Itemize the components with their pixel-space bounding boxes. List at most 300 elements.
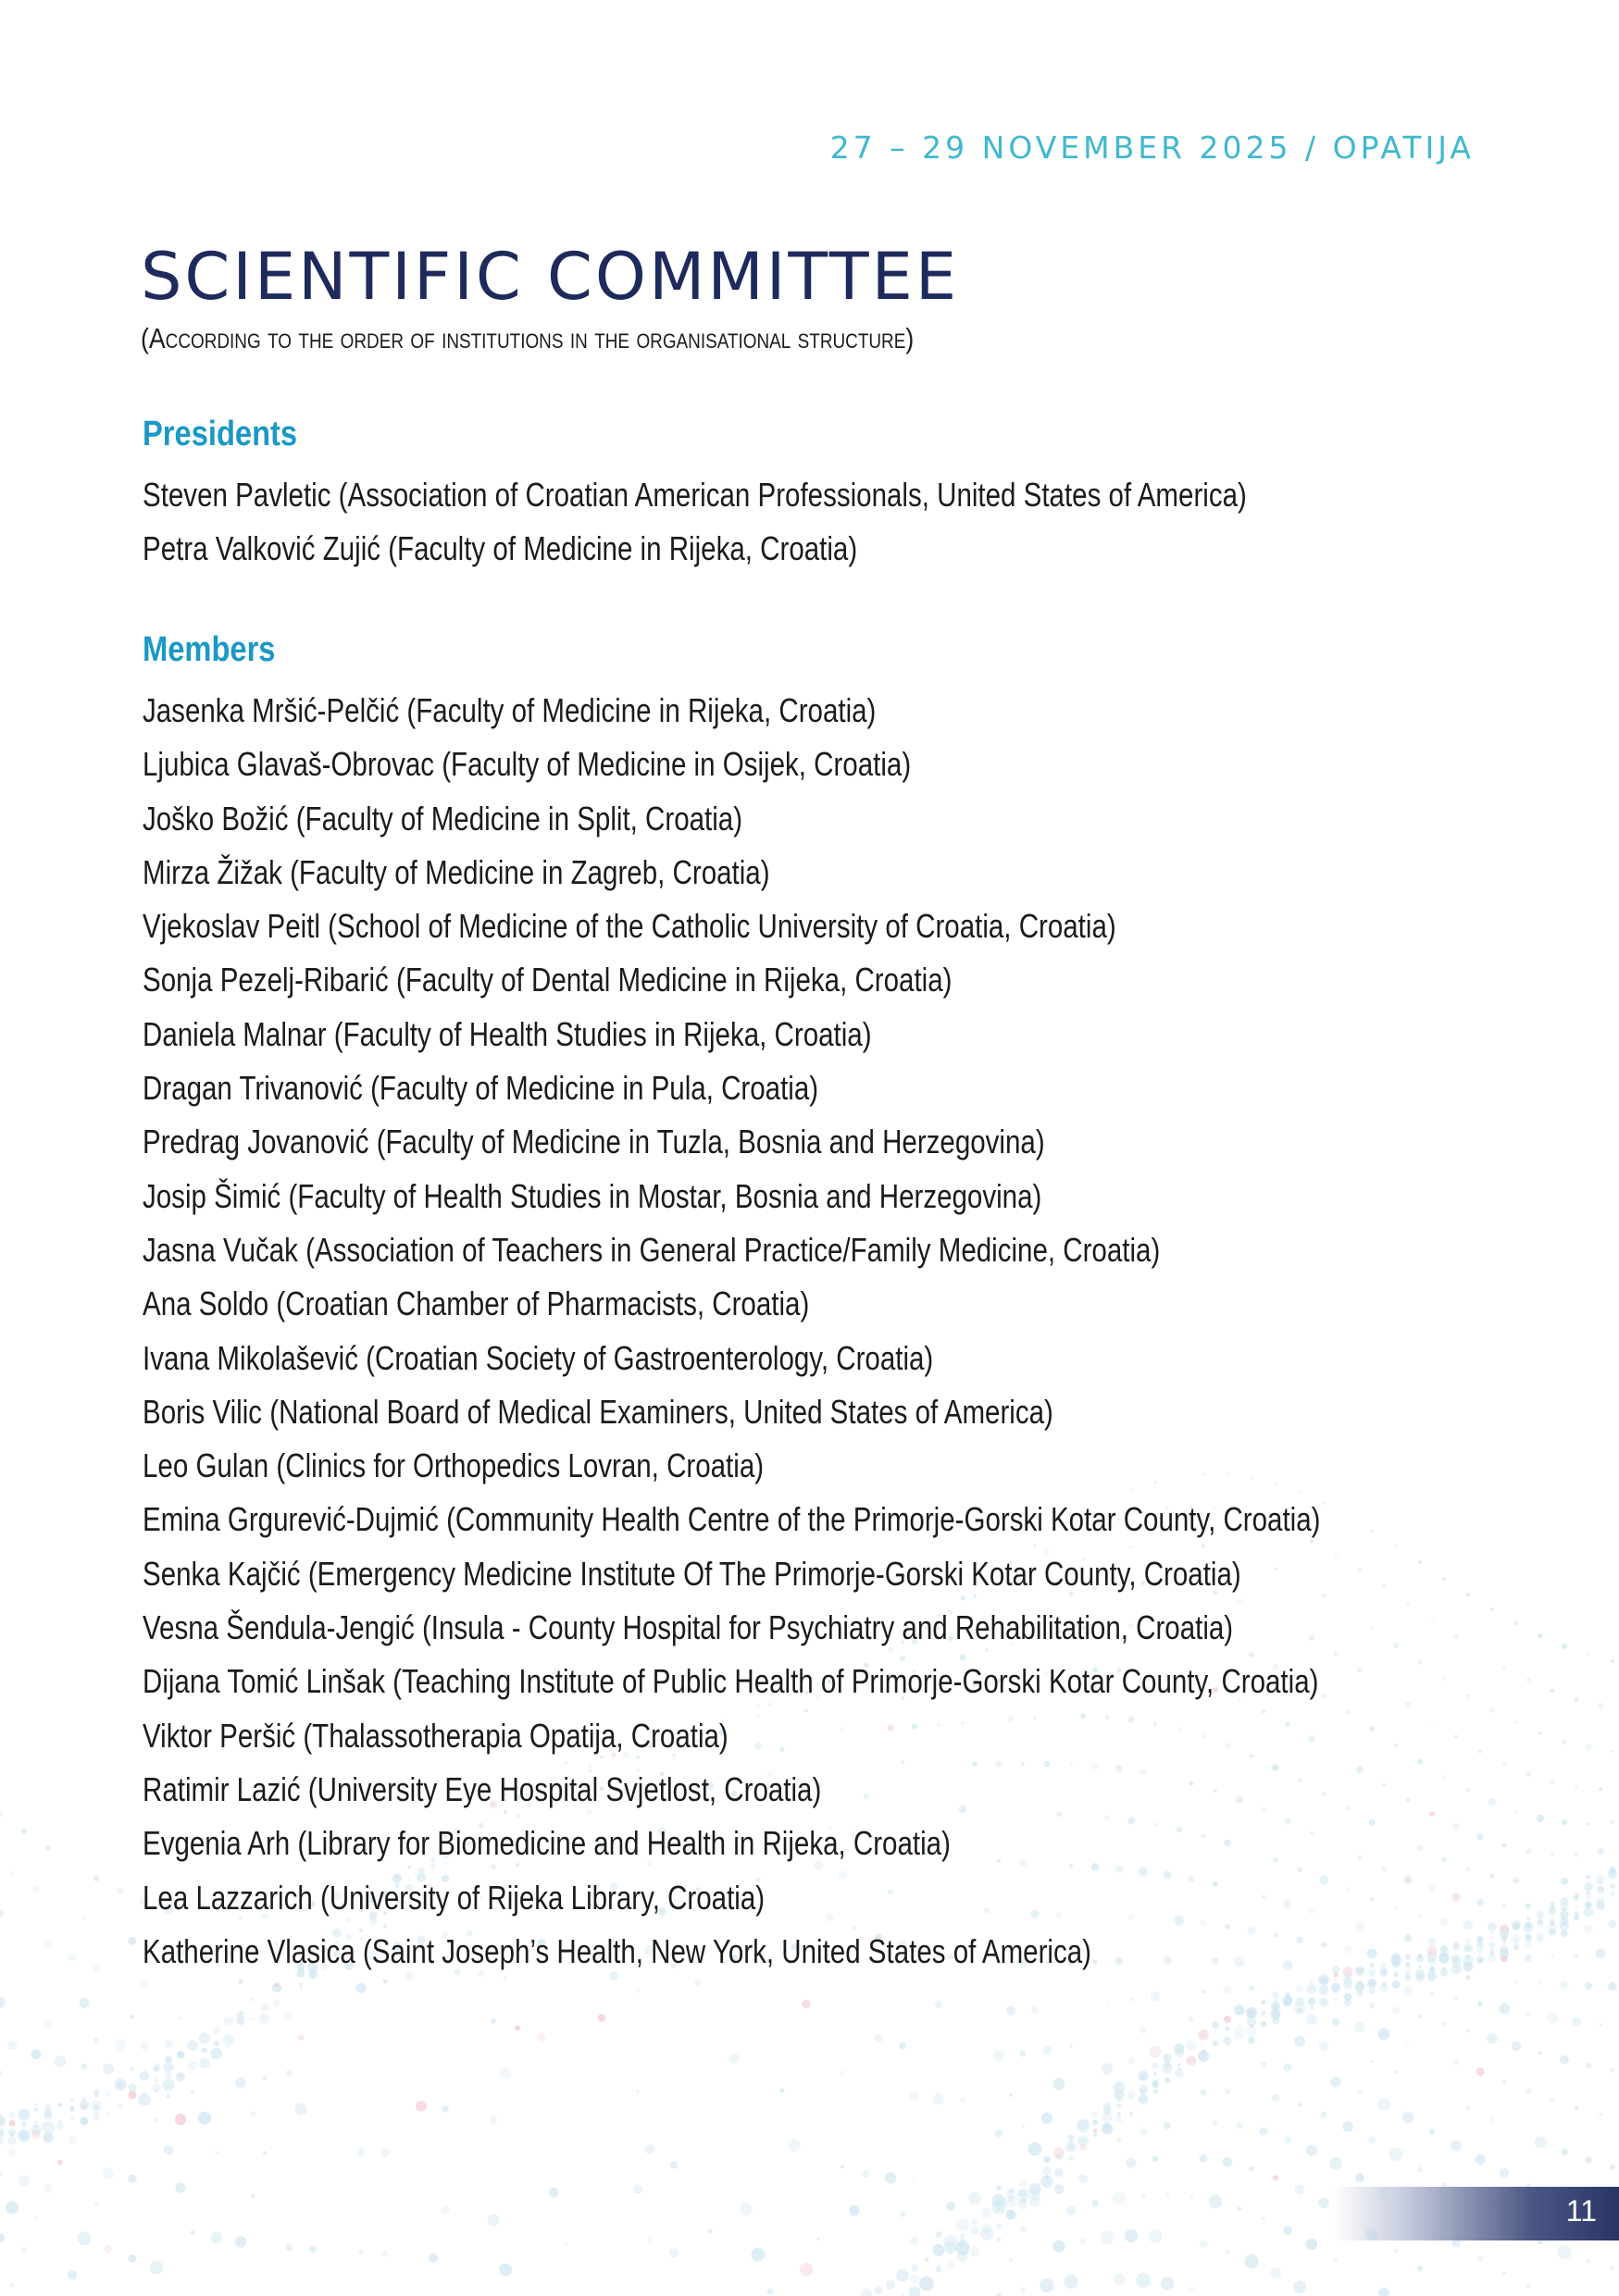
background-dot: [849, 2205, 859, 2215]
background-dot: [94, 2203, 98, 2206]
background-dot: [19, 2175, 30, 2186]
background-dot: [55, 2055, 67, 2067]
background-dot: [68, 1953, 76, 1961]
background-dot: [1610, 1883, 1616, 1890]
background-dot: [81, 2096, 87, 2102]
background-dot: [1105, 2124, 1110, 2128]
background-dot: [1091, 2200, 1098, 2206]
background-dot: [1466, 2029, 1470, 2033]
background-dot: [1102, 2063, 1114, 2075]
member-entry: Leo Gulan (Clinics for Orthopedics Lovran, Croatia): [143, 1446, 765, 1485]
background-dot: [199, 2058, 209, 2068]
background-dot: [1310, 2005, 1314, 2010]
background-dot: [1115, 2090, 1125, 2100]
background-dot: [1453, 2059, 1460, 2066]
member-entry: Katherine Vlasica (Saint Joseph’s Health, New York, United States of America): [143, 1931, 1091, 1970]
background-dot: [1209, 2195, 1222, 2208]
page-title: SCIENTIFIC COMMITTEE: [141, 239, 960, 315]
background-dot: [1150, 2046, 1162, 2058]
background-dot: [1042, 2166, 1052, 2176]
background-dot: [1162, 2063, 1173, 2074]
background-dot: [958, 2239, 966, 2247]
background-dot: [1585, 1744, 1592, 1752]
background-dot: [58, 2120, 62, 2124]
background-dot: [861, 2289, 872, 2296]
background-dot: [1214, 2120, 1218, 2125]
background-dot: [1227, 2043, 1229, 2046]
background-dot: [1451, 2141, 1462, 2152]
background-dot: [140, 2071, 150, 2081]
background-dot: [1329, 2157, 1342, 2170]
background-dot: [1441, 2021, 1447, 2027]
background-dot: [1358, 2090, 1363, 2094]
background-dot: [1599, 2023, 1601, 2026]
background-dot: [9, 2120, 16, 2127]
background-dot: [997, 2207, 1001, 2211]
background-dot: [1261, 2061, 1267, 2067]
background-dot: [1272, 2017, 1279, 2024]
background-dot: [1114, 2273, 1126, 2285]
background-dot: [1069, 2138, 1074, 2142]
background-dot: [211, 2232, 223, 2244]
background-dot: [21, 2121, 27, 2127]
background-dot: [93, 2090, 99, 2095]
background-dot: [1596, 1948, 1606, 1958]
background-dot: [1200, 2240, 1208, 2248]
background-dot: [729, 2054, 740, 2064]
background-dot: [1080, 2238, 1087, 2244]
background-dot: [1272, 2093, 1279, 2101]
background-dot: [1502, 2272, 1505, 2275]
background-dot: [106, 2091, 112, 2097]
background-dot: [1319, 1985, 1329, 1995]
background-dot: [21, 1829, 27, 1834]
background-dot: [68, 2136, 77, 2144]
background-dot: [7, 2041, 18, 2051]
background-dot: [1054, 2168, 1064, 2178]
background-dot: [1584, 1925, 1593, 1934]
background-dot: [1610, 2067, 1615, 2073]
background-dot: [251, 2194, 255, 2198]
background-dot: [1262, 2011, 1266, 2016]
background-dot: [1392, 2006, 1400, 2014]
background-dot: [1262, 2217, 1265, 2221]
background-dot: [1597, 1848, 1603, 1855]
background-dot: [1585, 2157, 1591, 2164]
background-dot: [1295, 1997, 1305, 2007]
background-dot: [9, 2112, 16, 2118]
background-dot: [1283, 2226, 1292, 2235]
background-dot: [178, 2073, 182, 2078]
background-dot: [198, 2112, 211, 2125]
background-dot: [925, 2257, 929, 2262]
background-dot: [1164, 2122, 1171, 2129]
background-dot: [356, 2147, 366, 2156]
background-dot: [899, 2042, 906, 2050]
background-dot: [645, 2144, 655, 2154]
background-dot: [1056, 2153, 1063, 2160]
member-entry: Emina Grgurević-Dujmić (Community Health Centre of the Primorje-Gorski Kotar County, Croatia): [143, 1500, 1321, 1539]
background-dot: [708, 2229, 713, 2234]
background-dot: [885, 2172, 896, 2183]
background-dot: [0, 2128, 4, 2137]
background-dot: [1611, 1820, 1614, 1824]
background-dot: [117, 2081, 123, 2088]
background-dot: [56, 2123, 64, 2130]
background-dot: [1152, 2081, 1159, 2088]
background-dot: [910, 2274, 918, 2282]
background-dot: [1551, 2098, 1555, 2103]
background-dot: [1318, 2197, 1329, 2208]
background-dot: [1019, 2179, 1027, 2187]
background-dot: [863, 2170, 871, 2178]
background-dot: [93, 1966, 100, 1972]
background-dot: [1285, 1992, 1290, 1998]
member-entry: Evgenia Arh (Library for Biomedicine and Health in Rijeka, Croatia): [143, 1824, 951, 1863]
background-dot: [670, 2161, 678, 2168]
background-dot: [1584, 1907, 1594, 1917]
member-entry: Daniela Malnar (Faculty of Health Studies in Rijeka, Croatia): [143, 1014, 872, 1053]
background-dot: [1187, 2055, 1197, 2066]
background-dot: [1140, 2089, 1146, 2094]
background-dot: [236, 2011, 245, 2020]
background-dot: [1019, 2226, 1026, 2232]
background-dot: [263, 2151, 267, 2154]
background-dot: [1041, 2113, 1052, 2124]
background-dot: [107, 2112, 110, 2115]
background-dot: [227, 2045, 230, 2048]
background-dot: [7, 2137, 16, 2145]
background-dot: [10, 2283, 14, 2287]
background-dot: [636, 1989, 640, 1992]
background-dot: [21, 2133, 28, 2140]
background-dot: [841, 2165, 844, 2168]
background-dot: [997, 2238, 1002, 2242]
background-dot: [1378, 2288, 1389, 2296]
background-dot: [1272, 1992, 1279, 1999]
background-dot: [429, 2253, 438, 2263]
background-dot: [1246, 2027, 1256, 2037]
background-dot: [695, 1980, 702, 1986]
background-dot: [936, 2231, 942, 2238]
background-dot: [1369, 2003, 1375, 2008]
background-dot: [1175, 2043, 1185, 2054]
background-dot: [1006, 2210, 1016, 2220]
background-dot: [1029, 2196, 1040, 2207]
background-dot: [1006, 2005, 1015, 2015]
background-dot: [1599, 1881, 1601, 1884]
background-dot: [1005, 2188, 1015, 2198]
background-dot: [1584, 1882, 1593, 1892]
background-dot: [874, 2034, 883, 2043]
background-dot: [896, 2269, 909, 2282]
background-dot: [1367, 1979, 1377, 1989]
background-dot: [1103, 2103, 1111, 2110]
background-dot: [968, 2192, 980, 2204]
background-dot: [1238, 2207, 1241, 2211]
background-dot: [1117, 2138, 1122, 2142]
background-dot: [275, 1983, 280, 1988]
member-entry: Jasenka Mršić-Pelčić (Faculty of Medicine in Rijeka, Croatia): [143, 691, 877, 729]
background-dot: [0, 2233, 5, 2242]
background-dot: [1354, 2022, 1364, 2032]
background-dot: [42, 2121, 55, 2134]
background-dot: [1609, 1868, 1617, 1876]
background-dot: [875, 2287, 883, 2295]
background-dot: [44, 2184, 53, 2193]
page-number-tab: [1332, 2187, 1619, 2240]
background-dot: [1164, 2192, 1169, 2197]
background-dot: [943, 2235, 957, 2249]
background-dot: [1293, 2280, 1306, 2293]
background-dot: [285, 2244, 293, 2252]
background-dot: [1284, 2136, 1291, 2143]
background-dot: [515, 2025, 520, 2030]
background-dot: [1238, 2024, 1242, 2029]
background-dot: [1389, 2148, 1403, 2162]
background-dot: [103, 2167, 115, 2179]
background-dot: [1078, 2174, 1088, 2183]
background-dot: [1454, 1997, 1457, 2000]
background-dot: [1043, 2156, 1051, 2164]
background-dot: [1611, 1894, 1613, 1897]
background-dot: [34, 2125, 38, 2128]
background-dot: [1368, 2136, 1376, 2143]
background-dot: [1149, 2229, 1163, 2243]
background-dot: [1402, 2112, 1414, 2124]
background-dot: [1127, 2090, 1136, 2098]
background-dot: [1600, 2113, 1602, 2116]
member-entry: Vjekoslav Peitl (School of Medicine of the Catholic University of Croatia, Croatia): [143, 907, 1116, 946]
background-dot: [285, 2012, 293, 2019]
background-dot: [1077, 2135, 1089, 2146]
background-dot: [43, 2132, 53, 2142]
background-dot: [1212, 2021, 1219, 2029]
background-dot: [214, 2041, 219, 2046]
background-dot: [10, 1871, 14, 1875]
background-dot: [1575, 2106, 1578, 2110]
member-entry: Ljubica Glavaš-Obrovac (Faculty of Medicine in Osijek, Croatia): [143, 745, 912, 784]
background-dot: [647, 2238, 652, 2242]
members-list: [143, 684, 1579, 1979]
background-dot: [191, 2091, 194, 2094]
background-dot: [103, 2064, 114, 2075]
background-dot: [91, 2101, 102, 2112]
background-dot: [971, 2227, 979, 2235]
background-dot: [1342, 2121, 1352, 2131]
background-dot: [251, 1997, 255, 2002]
background-dot: [960, 2097, 965, 2103]
background-dot: [1066, 2206, 1076, 2215]
background-dot: [1198, 2029, 1209, 2041]
background-dot: [910, 2091, 920, 2102]
background-dot: [1226, 2027, 1229, 2030]
background-dot: [80, 1998, 90, 2008]
background-dot: [1586, 2259, 1590, 2264]
background-dot: [1054, 2184, 1065, 2194]
background-dot: [1236, 2122, 1242, 2128]
member-entry: Dragan Trivanović (Faculty of Medicine in Pula, Croatia): [143, 1069, 819, 1108]
background-dot: [105, 2245, 113, 2253]
background-dot: [946, 2261, 954, 2269]
background-dot: [1572, 2017, 1581, 2026]
member-entry: Josip Šimić (Faculty of Health Studies in Mostar, Bosnia and Herzegovina): [143, 1176, 1042, 1215]
background-dot: [936, 2266, 942, 2273]
background-dot: [68, 2270, 77, 2279]
presidents-heading: Presidents: [143, 415, 298, 453]
background-dot: [1330, 2077, 1341, 2088]
background-dot: [1092, 2112, 1098, 2117]
background-dot: [1224, 1986, 1232, 1994]
background-dot: [1560, 1980, 1568, 1989]
background-dot: [0, 2137, 4, 2145]
background-dot: [1115, 2116, 1122, 2123]
background-dot: [1201, 2049, 1206, 2054]
background-dot: [80, 2117, 88, 2126]
background-dot: [33, 1886, 40, 1893]
background-dot: [93, 2113, 101, 2121]
background-dot: [1246, 2007, 1257, 2018]
background-dot: [57, 2160, 63, 2166]
background-dot: [1294, 2036, 1305, 2047]
background-dot: [1332, 2018, 1339, 2026]
background-dot: [1129, 2112, 1134, 2116]
background-dot: [1403, 1986, 1413, 1995]
background-dot: [911, 2265, 918, 2272]
background-dot: [31, 2130, 41, 2140]
background-dot: [1526, 2284, 1530, 2288]
background-dot: [1512, 2042, 1521, 2051]
background-dot: [633, 2185, 642, 2194]
background-dot: [490, 2116, 497, 2124]
background-dot: [299, 1982, 304, 1987]
background-dot: [1295, 2184, 1305, 2194]
background-dot: [0, 2172, 2, 2176]
background-dot: [115, 2040, 126, 2051]
member-entry: Lea Lazzarich (University of Rijeka Library, Croatia): [143, 1878, 766, 1917]
background-dot: [1234, 2029, 1244, 2039]
background-dot: [1514, 1980, 1518, 1983]
member-entry: Ana Soldo (Croatian Chamber of Pharmacists, Croatia): [143, 1285, 810, 1323]
background-dot: [1126, 2158, 1136, 2168]
background-dot: [1608, 1982, 1616, 1991]
background-dot: [177, 2051, 185, 2059]
background-dot: [1053, 2078, 1065, 2090]
background-dot: [1028, 2183, 1040, 2195]
background-dot: [1040, 2278, 1053, 2292]
president-entry: Steven Pavletic (Association of Croatian American Professionals, United States of America): [143, 476, 1247, 514]
member-entry: Sonja Pezelj-Ribarić (Faculty of Dental Medicine in Rijeka, Croatia): [143, 961, 953, 999]
background-dot: [1202, 1990, 1206, 1994]
background-dot: [191, 2230, 195, 2235]
background-dot: [44, 2022, 52, 2029]
background-dot: [1225, 2089, 1230, 2094]
background-dot: [752, 2248, 766, 2262]
background-dot: [70, 2098, 73, 2101]
background-dot: [1585, 1901, 1593, 1909]
background-dot: [1093, 2128, 1097, 2132]
background-dot: [1116, 2104, 1122, 2109]
background-dot: [117, 1888, 123, 1894]
background-dot: [1587, 1653, 1589, 1656]
background-dot: [1307, 1984, 1317, 1994]
background-dot: [1477, 2001, 1482, 2005]
background-dot: [10, 2132, 15, 2137]
background-dot: [0, 2070, 2, 2075]
background-dot: [1113, 2191, 1126, 2204]
background-dot: [150, 2261, 164, 2275]
background-dot: [1406, 2041, 1410, 2044]
background-dot: [996, 2292, 1002, 2296]
background-dot: [816, 2238, 819, 2240]
background-dot: [1610, 2165, 1615, 2170]
background-dot: [1538, 2051, 1543, 2055]
background-dot: [1611, 1892, 1613, 1894]
background-dot: [286, 2070, 293, 2077]
background-dot: [1598, 1703, 1603, 1708]
background-dot: [933, 2093, 944, 2104]
background-dot: [970, 2247, 980, 2257]
background-dot: [1175, 2068, 1184, 2078]
background-dot: [1321, 2112, 1327, 2118]
background-dot: [69, 2106, 74, 2111]
background-dot: [187, 2040, 198, 2051]
background-dot: [1161, 2277, 1174, 2290]
background-dot: [1490, 2118, 1494, 2122]
background-dot: [235, 2078, 246, 2089]
background-dot: [1476, 2067, 1485, 2076]
background-dot: [1377, 2098, 1390, 2111]
background-dot: [1223, 2157, 1233, 2167]
background-dot: [261, 2004, 269, 2012]
background-dot: [380, 2149, 390, 2158]
background-dot: [767, 2289, 774, 2295]
background-dot: [298, 2035, 305, 2042]
background-dot: [235, 2236, 246, 2247]
background-dot: [1394, 2070, 1398, 2074]
background-dot: [919, 2277, 934, 2291]
background-dot: [1009, 2093, 1013, 2097]
background-dot: [1067, 2143, 1074, 2150]
background-dot: [1129, 1998, 1133, 2002]
background-dot: [1296, 1986, 1303, 1993]
background-dot: [1526, 2011, 1531, 2016]
background-dot: [1128, 2057, 1135, 2064]
background-dot: [932, 2244, 944, 2256]
background-dot: [442, 2105, 448, 2112]
background-dot: [224, 2017, 233, 2026]
background-dot: [31, 2049, 42, 2059]
background-dot: [1152, 2156, 1158, 2162]
background-dot: [211, 2048, 222, 2059]
background-dot: [1225, 2249, 1230, 2254]
background-dot: [1379, 1983, 1389, 1992]
member-entry: Senka Kajčić (Emergency Medicine Institute Of The Primorje-Gorski Kotar County, Croatia): [143, 1554, 1241, 1593]
member-entry: Boris Vilic (National Board of Medical Examiners, United States of America): [143, 1392, 1053, 1431]
background-dot: [1042, 2046, 1052, 2055]
background-dot: [1117, 2112, 1121, 2116]
background-dot: [1139, 2094, 1149, 2104]
background-dot: [1260, 2128, 1268, 2136]
presidents-list: [143, 468, 1489, 577]
background-dot: [1297, 2007, 1302, 2013]
background-dot: [1077, 2119, 1090, 2132]
page-number: 11: [1565, 2194, 1597, 2228]
background-dot: [274, 2000, 280, 2006]
background-dot: [1417, 2265, 1423, 2271]
background-dot: [1141, 2193, 1146, 2198]
background-dot: [1020, 2051, 1026, 2056]
